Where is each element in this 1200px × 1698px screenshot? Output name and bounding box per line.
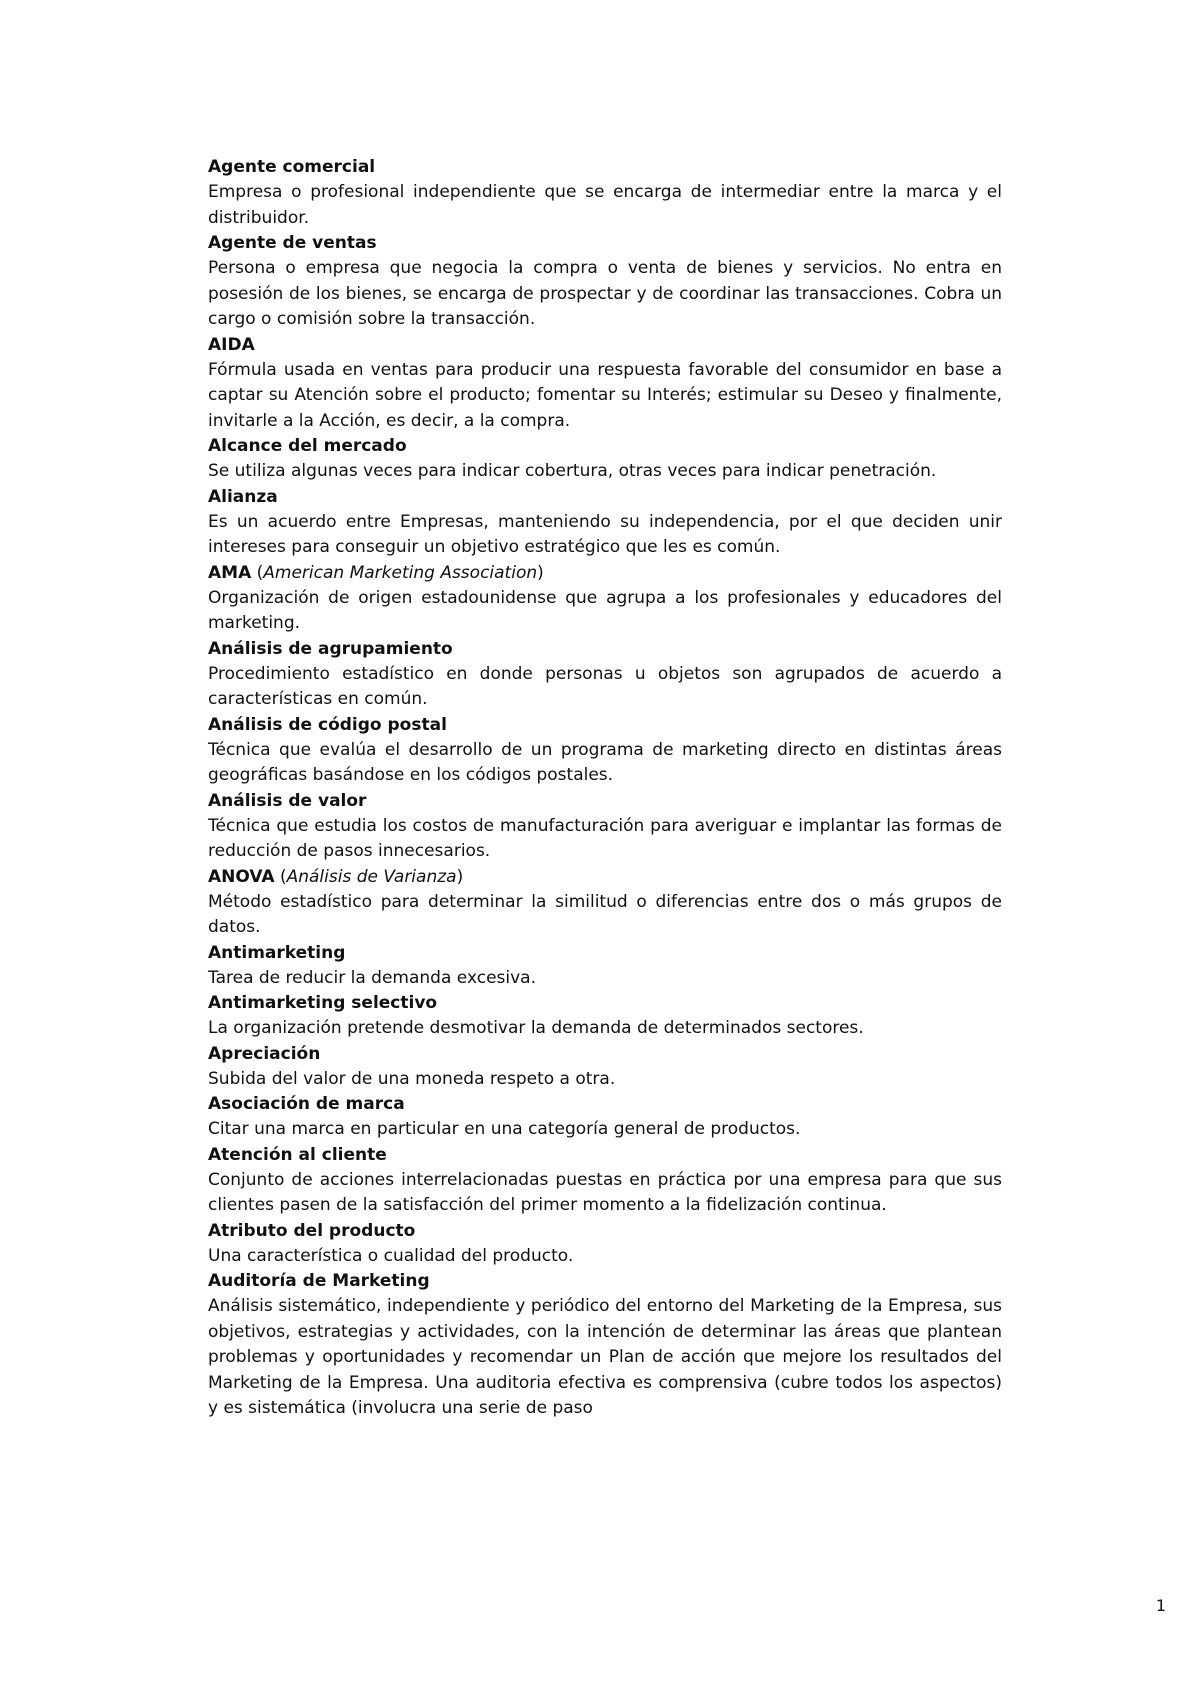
term-expansion-text: Análisis de Varianza [286,866,457,887]
glossary-entry [208,485,1002,561]
glossary-entry [208,1219,1002,1270]
entry-term: Antimarketing selectivo [208,993,438,1013]
glossary-entry [208,434,1002,485]
entry-definition: Persona o empresa que negocia la compra o venta de bienes y servicios. No entra en posesión de los bienes, se encarga de prospectar y de coordinar las transacciones. Cobra un cargo o comisión sobre la transacción. [208,258,1002,329]
glossary-content [208,155,1002,1422]
glossary-entry [208,333,1002,435]
entry-definition: Fórmula usada en ventas para producir una respuesta favorable del consumidor en base a captar su Atención sobre el producto; fomentar su Interés; estimular su Deseo y finalmente, invitarle a la Acción, es decir, a la compra. [208,359,1002,431]
glossary-entry [208,941,1002,992]
entry-definition: Citar una marca en particular en una categoría general de productos. [208,1119,801,1139]
entry-term: Asociación de marca [208,1094,405,1114]
glossary-entry [208,1092,1002,1143]
entry-term: Análisis de agrupamiento [208,638,453,659]
glossary-entry [208,561,1002,637]
glossary-entry [208,713,1002,789]
entry-term: Atributo del producto [208,1220,416,1241]
entry-term: AIDA [208,334,255,355]
entry-term: Análisis de código postal [208,714,447,735]
entry-definition: Es un acuerdo entre Empresas, manteniendo su independencia, por el que deciden unir intereses para conseguir un objetivo estratégico que les es común. [208,511,1002,557]
entry-term-with-expansion [208,865,1002,890]
entry-term: Alianza [208,486,278,507]
term-expansion-text: American Marketing Association [263,562,538,583]
glossary-entry [208,1042,1002,1093]
entry-definition: Una característica o cualidad del producto. [208,1245,574,1266]
entry-definition: Subida del valor de una moneda respeto a otra. [208,1068,616,1089]
glossary-entry [208,1269,1002,1422]
entry-definition: Conjunto de acciones interrelacionadas puestas en práctica por una empresa para que sus clientes pasen de la satisfacción del primer momento a la fidelización continua. [208,1169,1002,1215]
entry-definition: Organización de origen estadounidense que agrupa a los profesionales y educadores del marketing. [208,587,1002,633]
entry-definition: Técnica que evalúa el desarrollo de un programa de marketing directo en distintas áreas geográficas basándose en los códigos postales. [208,739,1002,785]
glossary-entry [208,991,1002,1042]
entry-term: Antimarketing [208,942,346,963]
entry-term: ANOVA [208,866,275,887]
entry-term: Análisis de valor [208,790,367,811]
glossary-entry [208,155,1002,231]
entry-definition: Técnica que estudia los costos de manufacturación para averiguar e implantar las formas de reducción de pasos innecesarios. [208,815,1002,861]
entry-term: Agente comercial [208,157,376,177]
entry-term: Atención al cliente [208,1144,387,1165]
entry-term: Alcance del mercado [208,436,407,456]
page-number: 1 [1155,1596,1166,1615]
entry-definition: Se utiliza algunas veces para indicar cobertura, otras veces para indicar penetración. [208,461,937,481]
term-expansion: (American Marketing Association) [251,562,544,583]
entry-definition: Tarea de reducir la demanda excesiva. [208,967,536,988]
glossary-entry [208,865,1002,941]
entry-term-with-expansion [208,561,1002,586]
term-expansion: (Análisis de Varianza) [274,866,464,887]
entry-definition: Procedimiento estadístico en donde personas u objetos son agrupados de acuerdo a características en común. [208,663,1002,709]
glossary-entry [208,1143,1002,1219]
entry-definition: La organización pretende desmotivar la demanda de determinados sectores. [208,1018,864,1038]
glossary-entry [208,231,1002,333]
entry-definition: Análisis sistemático, independiente y periódico del entorno del Marketing de la Empresa, sus objetivos, estrategias y actividades, con la intención de determinar las áreas que plantean problemas y oportunidades y recomendar un Plan de acción que mejore los resultados del Marketing de la Empresa. Una auditoria efectiva es comprensiva (cubre todos los aspectos) y es sistemática (involucra una serie de paso [208,1296,1002,1418]
entry-term: AMA [208,562,252,583]
entry-definition: Empresa o profesional independiente que se encarga de intermediar entre la marca y el distribuidor. [208,182,1002,228]
entry-term: Apreciación [208,1043,321,1064]
entry-term: Agente de ventas [208,233,377,253]
glossary-entry [208,789,1002,865]
entry-term: Auditoría de Marketing [208,1271,430,1291]
glossary-entry [208,637,1002,713]
entry-definition: Método estadístico para determinar la similitud o diferencias entre dos o más grupos de datos. [208,891,1002,937]
